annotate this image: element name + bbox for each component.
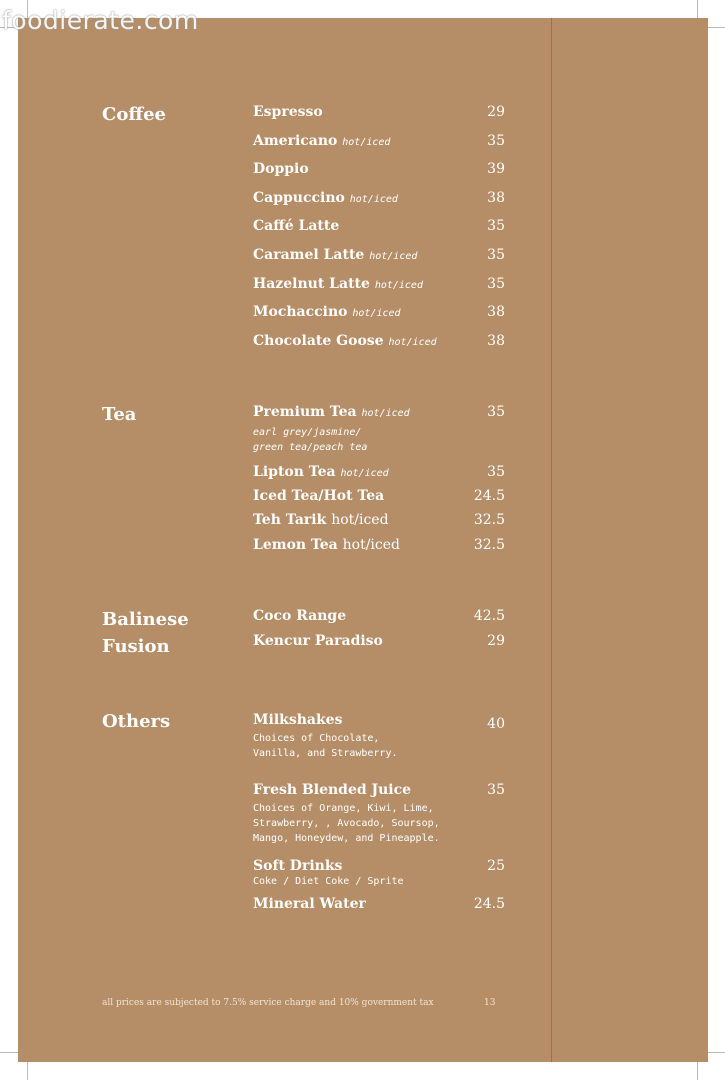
item-name: Kencur Paradiso [253,633,383,649]
item-option: hot/iced [369,251,418,262]
item-description: green tea/peach tea [253,442,368,453]
menu-item [253,403,505,454]
menu-item [253,781,505,845]
item-option: hot/iced [349,194,398,205]
menu-item [253,275,505,295]
item-name: Caffé Latte [253,218,340,234]
crop-mark [697,0,698,18]
menu-item [253,536,505,554]
section-title-line: Fusion [102,636,170,657]
item-price: 42.5 [473,608,505,624]
menu-item [253,895,505,913]
item-option: hot/iced [352,308,401,319]
menu-item [253,246,505,266]
crop-mark [707,1052,725,1053]
item-price: 38 [487,333,505,349]
fold-guide-line [551,18,552,1062]
item-option: hot/iced [361,408,410,419]
item-option: hot/iced [388,337,437,348]
menu-item [253,217,505,235]
section-title-others: Others [102,711,171,732]
item-price: 32.5 [473,512,505,528]
item-name: Fresh Blended Juice [253,782,412,798]
item-description: Coke / Diet Coke / Sprite [253,876,404,887]
section-title-balinese [102,606,189,660]
item-price: 35 [487,218,505,234]
item-description: Mango, Honeydew, and Pineapple. [253,833,440,844]
item-option: hot/iced [340,468,389,479]
item-name: Mineral Water [253,896,366,912]
menu-item [253,711,505,760]
watermark: foodierate.com [2,6,199,35]
item-description: Vanilla, and Strawberry. [253,748,398,759]
item-price: 40 [487,716,505,732]
item-option: hot/iced [331,512,389,528]
item-description: Choices of Chocolate, [253,733,380,744]
crop-mark [0,1052,18,1053]
item-description: Strawberry, , Avocado, Soursop, [253,818,440,829]
menu-item [253,487,505,505]
item-name: Chocolate Goose [253,333,384,349]
tax-note: all prices are subjected to 7.5% service charge and 10% government tax [102,998,434,1008]
item-price: 35 [487,247,505,263]
item-name: Iced Tea/Hot Tea [253,488,385,504]
item-name: Coco Range [253,608,347,624]
section-title-tea: Tea [102,404,137,425]
item-name: Soft Drinks [253,858,343,874]
item-price: 35 [487,276,505,292]
item-name: Lemon Tea [253,537,338,553]
item-description: Choices of Orange, Kiwi, Lime, [253,803,434,814]
item-price: 24.5 [473,896,505,912]
item-price: 38 [487,190,505,206]
crop-mark [697,1062,698,1080]
menu-item [253,160,505,178]
item-name: Mochaccino [253,304,348,320]
item-price: 39 [487,161,505,177]
item-description: earl grey/jasmine/ [253,427,362,438]
menu-item [253,511,505,529]
item-price: 35 [487,133,505,149]
item-price: 35 [487,782,505,798]
item-name: Teh Tarik [253,512,327,528]
item-name: Milkshakes [253,712,343,728]
item-price: 38 [487,304,505,320]
section-title-line: Balinese [102,609,189,630]
menu-item [253,132,505,152]
menu-item [253,607,505,625]
menu-item [253,303,505,323]
menu-item [253,857,505,888]
item-price: 29 [487,633,505,649]
item-name: Lipton Tea [253,464,336,480]
page-number: 13 [484,998,496,1008]
item-price: 24.5 [473,488,505,504]
crop-mark [707,27,725,28]
menu-item [253,632,505,650]
item-price: 32.5 [473,537,505,553]
menu-item [253,189,505,209]
item-price: 25 [487,858,505,874]
item-option: hot/iced [374,280,423,291]
item-option: hot/iced [342,137,391,148]
item-option: hot/iced [342,537,400,553]
item-name: Hazelnut Latte [253,276,370,292]
menu-item [253,463,505,483]
item-name: Caramel Latte [253,247,365,263]
item-price: 35 [487,404,505,420]
item-name: Cappuccino [253,190,345,206]
menu-item [253,103,505,121]
item-name: Doppio [253,161,309,177]
crop-mark [27,1062,28,1080]
item-price: 29 [487,104,505,120]
section-title-coffee: Coffee [102,104,167,125]
item-name: Americano [253,133,338,149]
item-name: Espresso [253,104,323,120]
menu-item [253,332,505,352]
item-name: Premium Tea [253,404,357,420]
item-price: 35 [487,464,505,480]
